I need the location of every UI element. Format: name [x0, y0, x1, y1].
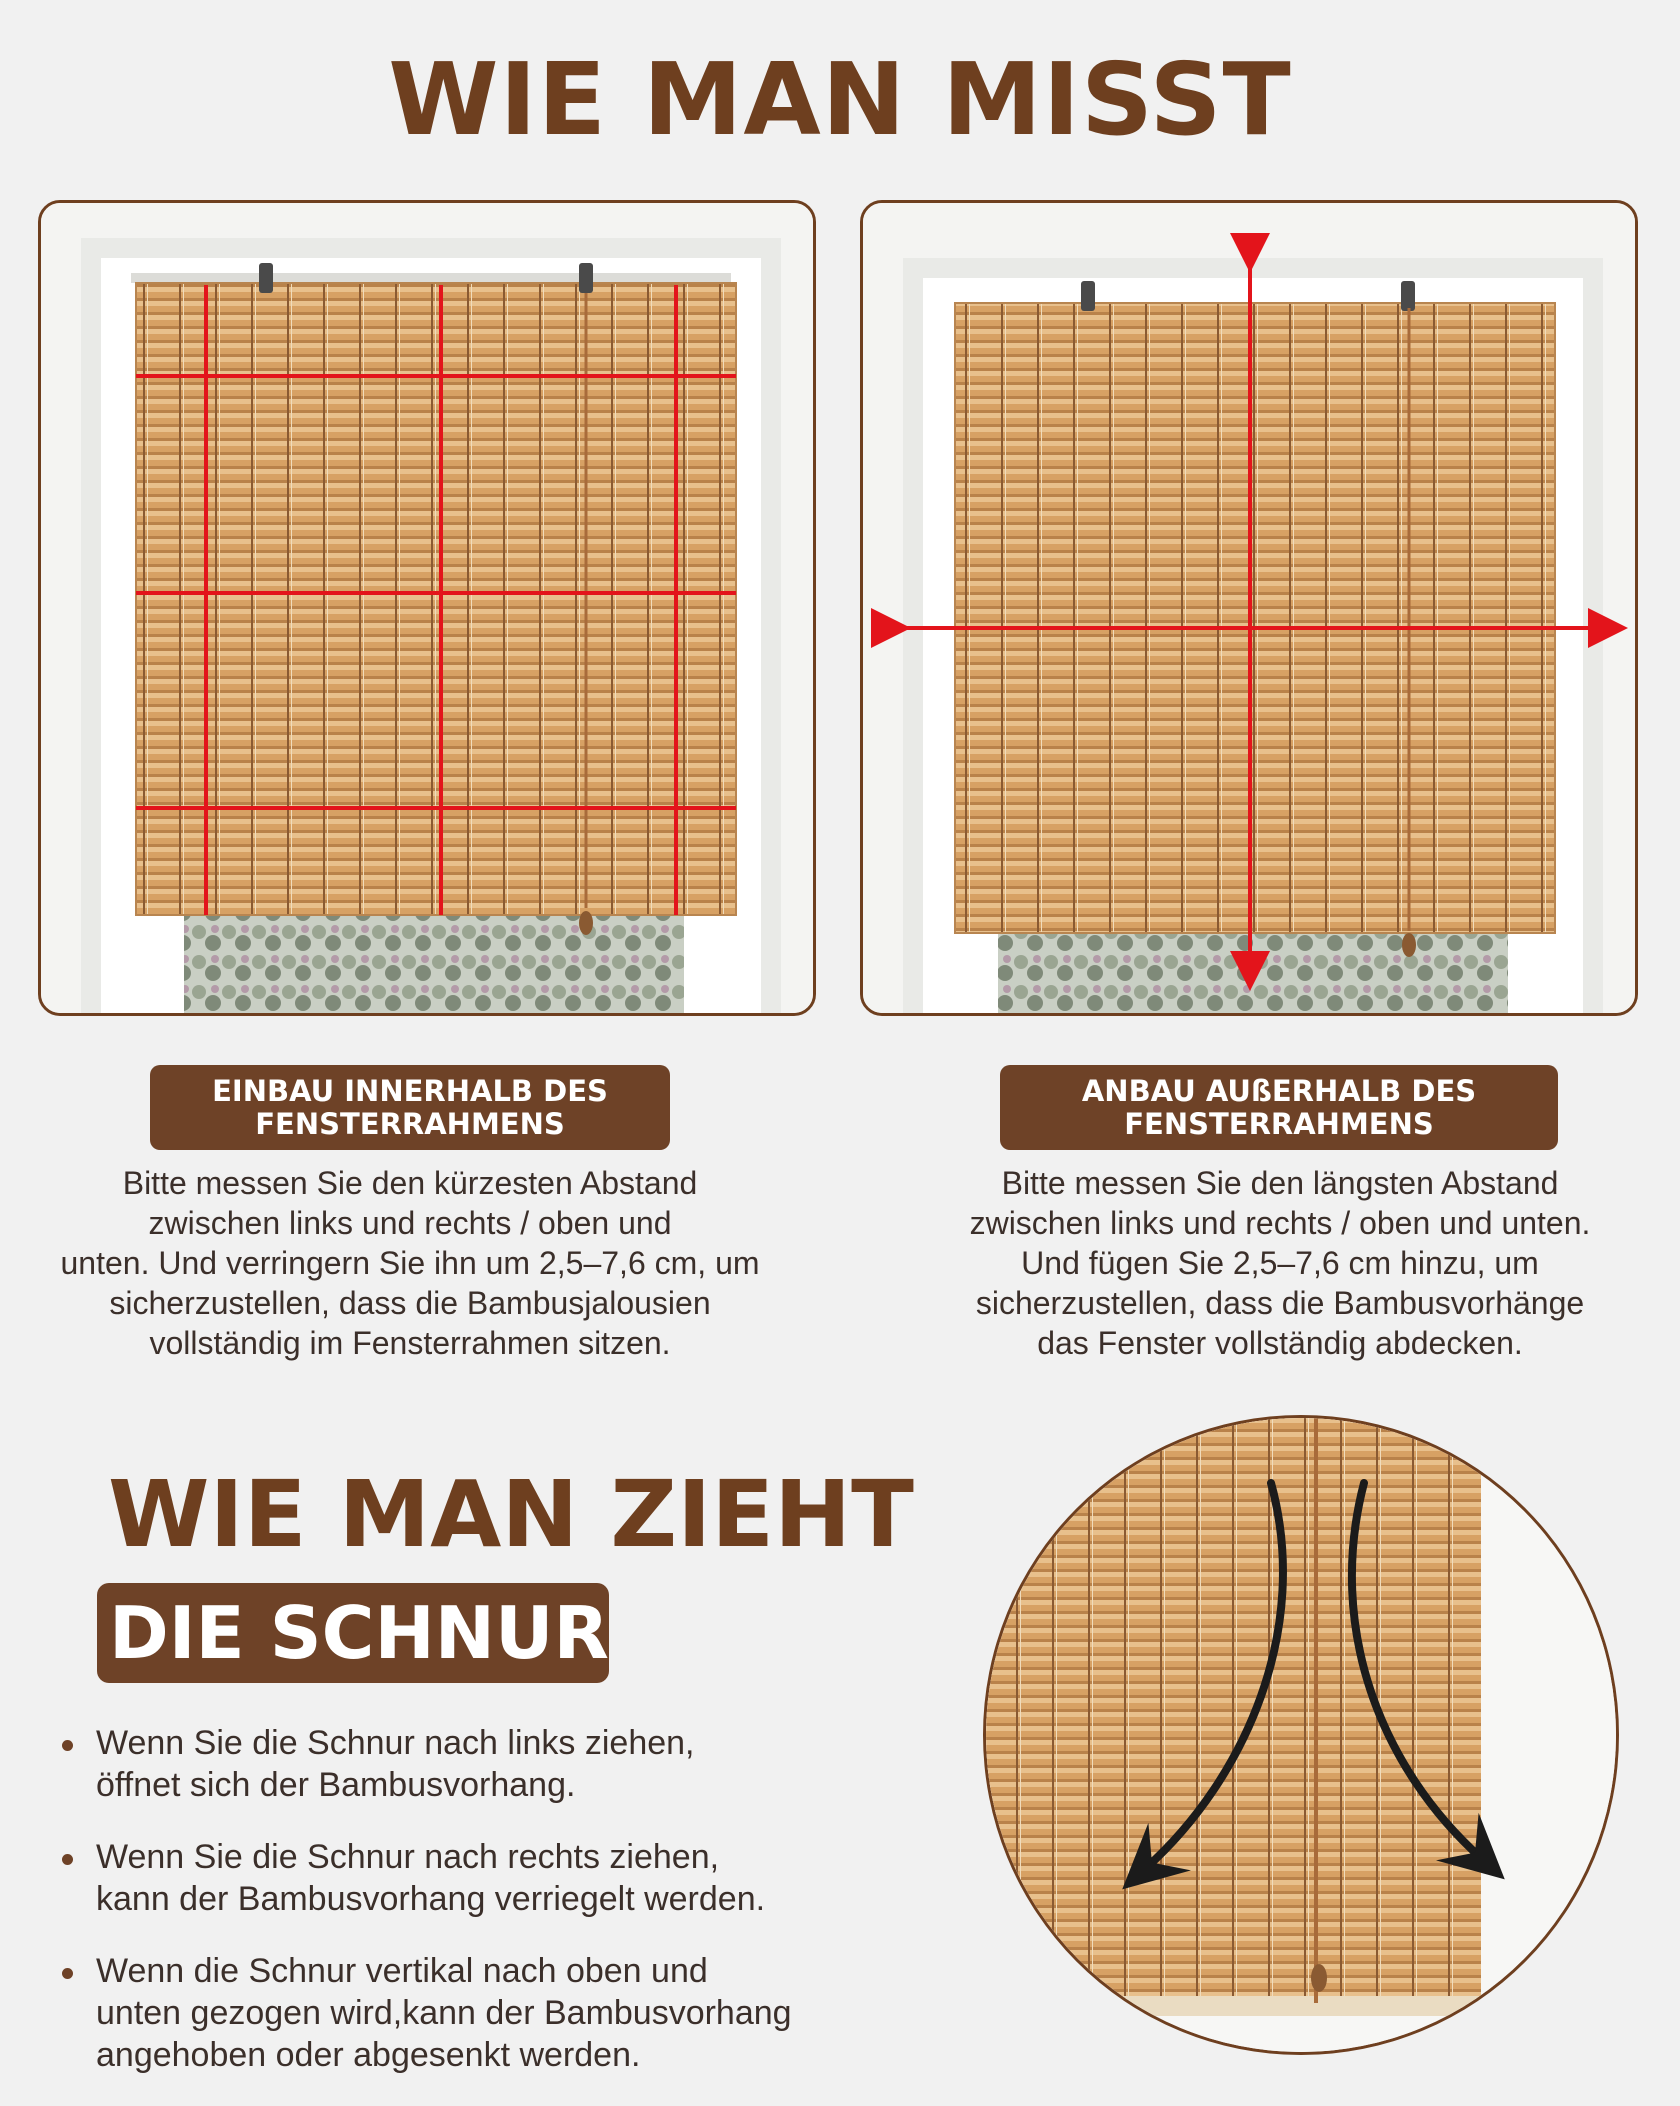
instruction-list [60, 1722, 920, 2106]
cord-weight-icon [579, 911, 593, 935]
bracket-icon [1081, 281, 1095, 311]
cord-weight-icon [1311, 1964, 1327, 1992]
page-title: WIE MAN MISST [388, 41, 1292, 158]
list-item: Wenn Sie die Schnur nach links ziehen, öffnet sich der Bambusvorhang. [60, 1722, 920, 1806]
outside-mount-image [860, 200, 1638, 1016]
list-item: Wenn die Schnur vertikal nach oben und unten gezogen wird,kann der Bambusvorhang angehoben oder abgesenkt werden. [60, 1950, 920, 2076]
bullet-icon [62, 1740, 73, 1751]
section-title: WIE MAN ZIEHT [108, 1461, 914, 1568]
inside-mount-image [38, 200, 816, 1016]
inside-mount-label: EINBAU INNERHALB DES FENSTERRAHMENS [150, 1065, 670, 1150]
bullet-icon [62, 1968, 73, 1979]
outside-mount-label: ANBAU AUßERHALB DES FENSTERRAHMENS [1000, 1065, 1558, 1150]
section-badge: DIE SCHNUR [97, 1583, 609, 1683]
outside-mount-description: Bitte messen Sie den längsten Abstand zwischen links und rechts / oben und unten. Und fügen Sie 2,5–7,6 cm hinzu, um sicherzustellen, dass die Bambusvorhänge das Fenster vollständig abdecken. [969, 1165, 1591, 1361]
cord-weight-icon [1402, 933, 1416, 957]
list-item: Wenn Sie die Schnur nach rechts ziehen, kann der Bambusvorhang verriegelt werden. [60, 1836, 920, 1920]
inside-mount-description: Bitte messen Sie den kürzesten Abstand zwischen links und rechts / oben und unten. Und verringern Sie ihn um 2,5–7,6 cm, um sicherzustellen, dass die Bambusjalousien vollständig im Fensterrahmen sitzen. [60, 1165, 760, 1361]
bullet-icon [62, 1854, 73, 1865]
bracket-icon [579, 263, 593, 293]
bracket-icon [1401, 281, 1415, 311]
bracket-icon [259, 263, 273, 293]
cord-closeup-image [983, 1415, 1619, 2055]
